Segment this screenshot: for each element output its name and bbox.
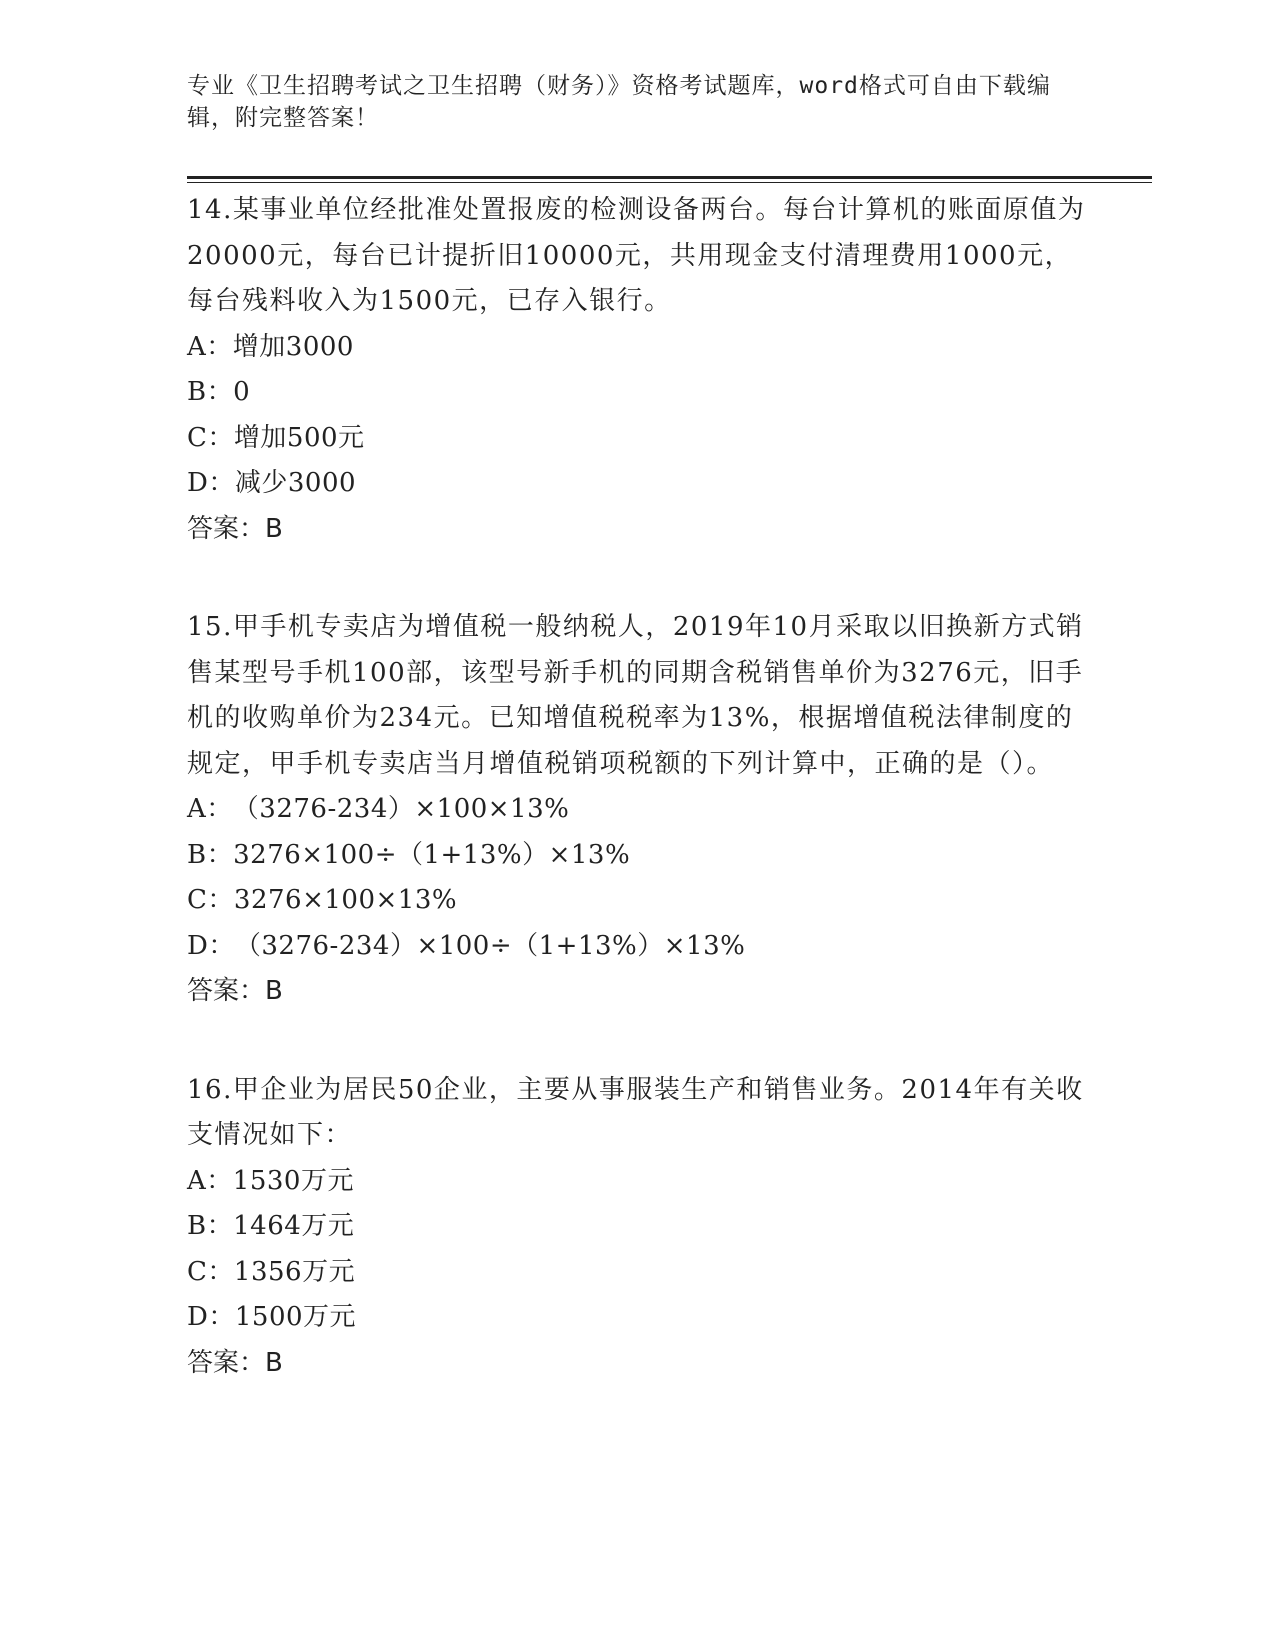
option-text: 1530万元 <box>232 1165 354 1196</box>
question-15 <box>187 605 1087 1015</box>
option-text: 增加500元 <box>233 422 365 453</box>
option-d <box>187 1295 1087 1341</box>
question-stem: 14.某事业单位经批准处置报废的检测设备两台。每台计算机的账面原值为20000元，每台已计提折旧10000元，共用现金支付清理费用1000元，每台残料收入为1500元，已存入银行。 <box>187 195 1086 316</box>
option-letter: A： <box>187 794 233 824</box>
question-16 <box>187 1068 1087 1387</box>
option-text: 增加3000 <box>232 331 354 362</box>
option-b <box>187 833 1087 879</box>
option-letter: B： <box>187 377 234 407</box>
option-text: 3276×100×13% <box>233 885 458 915</box>
option-c <box>187 1250 1087 1296</box>
option-b <box>187 1204 1087 1250</box>
option-text: 1500万元 <box>234 1302 357 1332</box>
answer-line: 答案：B <box>187 513 283 544</box>
option-text: 3276×100÷（1+13%）×13% <box>233 839 631 870</box>
option-c <box>187 416 1087 462</box>
header-divider-thick <box>187 176 1152 179</box>
option-text: 1464万元 <box>233 1211 355 1241</box>
question-stem: 16.甲企业为居民50企业，主要从事服装生产和销售业务。2014年有关收支情况如下： <box>187 1074 1084 1150</box>
header-divider-thin <box>187 182 1152 183</box>
option-letter: A： <box>187 331 233 362</box>
option-a <box>187 1159 1087 1205</box>
option-letter: B： <box>187 1211 234 1241</box>
option-letter: C： <box>187 1256 234 1287</box>
option-d <box>187 461 1087 507</box>
option-letter: D： <box>187 1302 235 1332</box>
option-d <box>187 924 1087 970</box>
option-c <box>187 878 1087 924</box>
option-text: （3276-234）×100÷（1+13%）×13% <box>234 930 746 961</box>
option-b <box>187 370 1087 416</box>
option-letter: B： <box>187 839 234 870</box>
option-letter: C： <box>187 422 234 453</box>
option-text: 减少3000 <box>234 468 357 498</box>
option-a <box>187 787 1087 833</box>
option-text: （3276-234）×100×13% <box>232 794 570 824</box>
option-a <box>187 325 1087 371</box>
option-letter: D： <box>187 468 235 498</box>
question-14 <box>187 188 1087 552</box>
option-letter: C： <box>187 885 234 915</box>
document-header: 专业《卫生招聘考试之卫生招聘（财务）》资格考试题库，word格式可自由下载编辑，附完整答案！ <box>187 73 1051 131</box>
option-text: 0 <box>233 377 251 407</box>
option-text: 1356万元 <box>233 1256 356 1287</box>
question-list <box>187 188 1087 1439</box>
answer-line: 答案：B <box>187 976 283 1006</box>
answer-line: 答案：B <box>187 1347 283 1378</box>
question-stem: 15.甲手机专卖店为增值税一般纳税人，2019年10月采取以旧换新方式销售某型号手机100部，该型号新手机的同期含税销售单价为3276元，旧手机的收购单价为234元。已知增值税税率为13%，根据增值税法律制度的规定，甲手机专卖店当月增值税销项税额的下列计算中，正确的是（）。 <box>187 612 1084 779</box>
option-letter: A： <box>187 1165 233 1196</box>
option-letter: D： <box>187 930 235 961</box>
